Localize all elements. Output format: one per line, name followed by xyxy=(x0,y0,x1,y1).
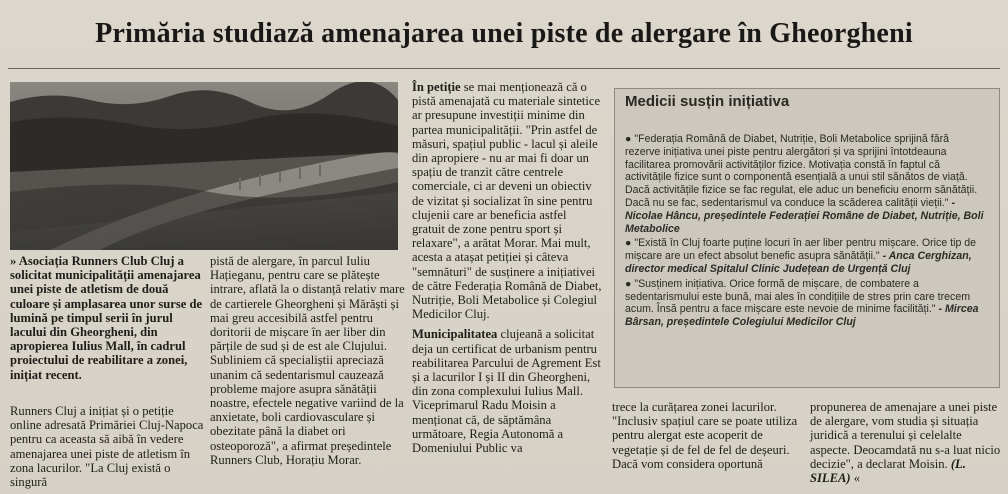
article-column-2 xyxy=(210,254,406,467)
caption-marker: » xyxy=(10,254,17,268)
paragraph-lead-municipalitatea: Municipalitatea xyxy=(412,327,498,342)
quote-3-text: ● "Susținem inițiativa. Orice formă de mișcare, de combatere a sedentarismului este bună, mai ales în condițiile de stres prin care trecem acum. Însă pentru a face mișcare este nevoie de minime facilități." xyxy=(625,277,971,316)
quote-3 xyxy=(625,278,985,329)
article-headline: Primăria studiază amenajarea unei piste de alergare în Gheorgheni xyxy=(95,18,913,49)
headline-divider xyxy=(8,68,1000,69)
column-1-text: Runners Cluj a inițiat și o petiție online adresată Primăriei Cluj-Napoca pentru ca aceasta să aibă în vedere amenajarea unei piste de atletism în zona lacurilor. "La Cluj există o singură xyxy=(10,404,204,490)
paragraph-lead-petitie: În petiție xyxy=(412,80,461,94)
article-column-4 xyxy=(612,400,804,471)
quote-2-text: ● "Există în Cluj foarte puține locuri în aer liber pentru mișcare. Orice tip de mișcare are un efect absolut benefic asupra sănătății." xyxy=(625,237,977,263)
quote-1-signature: - Nicolae Hâncu, președintele Federației Române de Diabet, Nutriție, Boli Metabolice xyxy=(625,196,984,235)
column-5-text: propunerea de amenajare a unei piste de alergare, vom studia și situația juridică a terenului și celelalte aspecte. Deocamdată nu s-a luat nicio decizie", a declarat Moisin. xyxy=(810,400,1001,471)
article-column-1 xyxy=(10,404,206,489)
quote-2 xyxy=(625,237,985,275)
photo-caption xyxy=(10,254,206,382)
quote-1-text: ● "Federația Română de Diabet, Nutriție, Boli Metabolice sprijină fără rezerve inițiativa unei piste pentru alergători și va sprijini întotdeauna facilitarea promovării activităților fizice. Motivația constă în faptul că activitățile fizice sunt o componentă esențială a unui stil sănătos de viață. Dacă activitățile fizice se fac regulat, ele aduc un beneficiu enorm sănătății. Dacă nu se fac, sedentarismul va conduce la scăderea calității vieții." xyxy=(625,133,978,209)
end-marker: « xyxy=(853,471,861,486)
column-2-text: pistă de alergare, în parcul Iuliu Hațieganu, pentru care se plătește intrare, aflată la o distanță relativ mare de cartierele Gheorgheni și Mărăști și mai greu accesibilă astfel pentru doritorii de mișcare în aer liber din părțile de sud și de est ale Clujului. Subliniem că specialiștii apreciază unanim că sedentarismul cauzează probleme majore asupra sănătății noastre, efectele negative variind de la anxietate, boli cardiovasculare și obezitate până la diabet ori osteoporoză", a afirmat președintele Runners Club, Horațiu Morar. xyxy=(210,254,405,467)
column-3-text-1: se mai menționează că o pistă amenajată cu materiale sintetice ar presupune investiții minime din partea municipalității. "Prin astfel de măsuri, spațiul public - lacul și aleile din apropiere - nu ar mai fi doar un spațiu de tranzit către centrele comerciale, ci ar deveni un obiectiv de vizitat și socializat în sine pentru clujenii care ar beneficia astfel gratuit de zone pentru sport și relaxare", a arătat Morar. Mai mult, acesta a atașat petiției și câteva "semnături" de susținere a inițiativei de către Federația Română de Diabet, Nutriție, Boli Metabolice și Colegiul Medicilor Cluj. xyxy=(412,80,602,322)
article-column-5 xyxy=(810,400,1004,485)
column-4-text: trece la curățarea zonei lacurilor. "Inclusiv spațiul care se poate utiliza pentru alergat este acoperit de vegetație și de fel de fel de deșeuri. Dacă vom considera oportună xyxy=(612,400,798,471)
caption-text: Asociația Runners Club Cluj a solicitat municipalității amenajarea unei piste de atletism de două culoare și amplasarea unor surse de lumină pe timpul serii în jurul lacului din Gheorgheni, din apropierea Iulius Mall, în cadrul proiectului de reabilitare a zonei, inițiat recent. xyxy=(10,254,203,382)
quote-2-signature: - Anca Cerghizan, director medical Spitalul Clinic Județean de Urgență Cluj xyxy=(625,250,972,275)
quote-1 xyxy=(625,133,985,235)
sidebar-box xyxy=(614,88,1000,388)
lake-path-photo xyxy=(10,82,398,250)
article-photo xyxy=(10,82,398,250)
article-column-3 xyxy=(412,80,602,455)
sidebar-title: Medicii susțin inițiativa xyxy=(625,93,790,110)
sidebar-quotes xyxy=(625,133,985,331)
column-3-text-2: clujeană a solicitat deja un certificat de urbanism pentru reabilitarea Parcului de Agrement Est și a lacurilor I și II din Gheorgheni, din zona complexului Iulius Mall. Viceprimarul Radu Moisin a menționat că, de săptămâna următoare, Regia Autonomă a Domeniului Public va xyxy=(412,327,601,456)
author-signature: (L. SILEA) xyxy=(810,456,966,486)
quote-3-signature: - Mircea Bârsan, președintele Colegiului Medicilor Cluj xyxy=(625,303,979,329)
